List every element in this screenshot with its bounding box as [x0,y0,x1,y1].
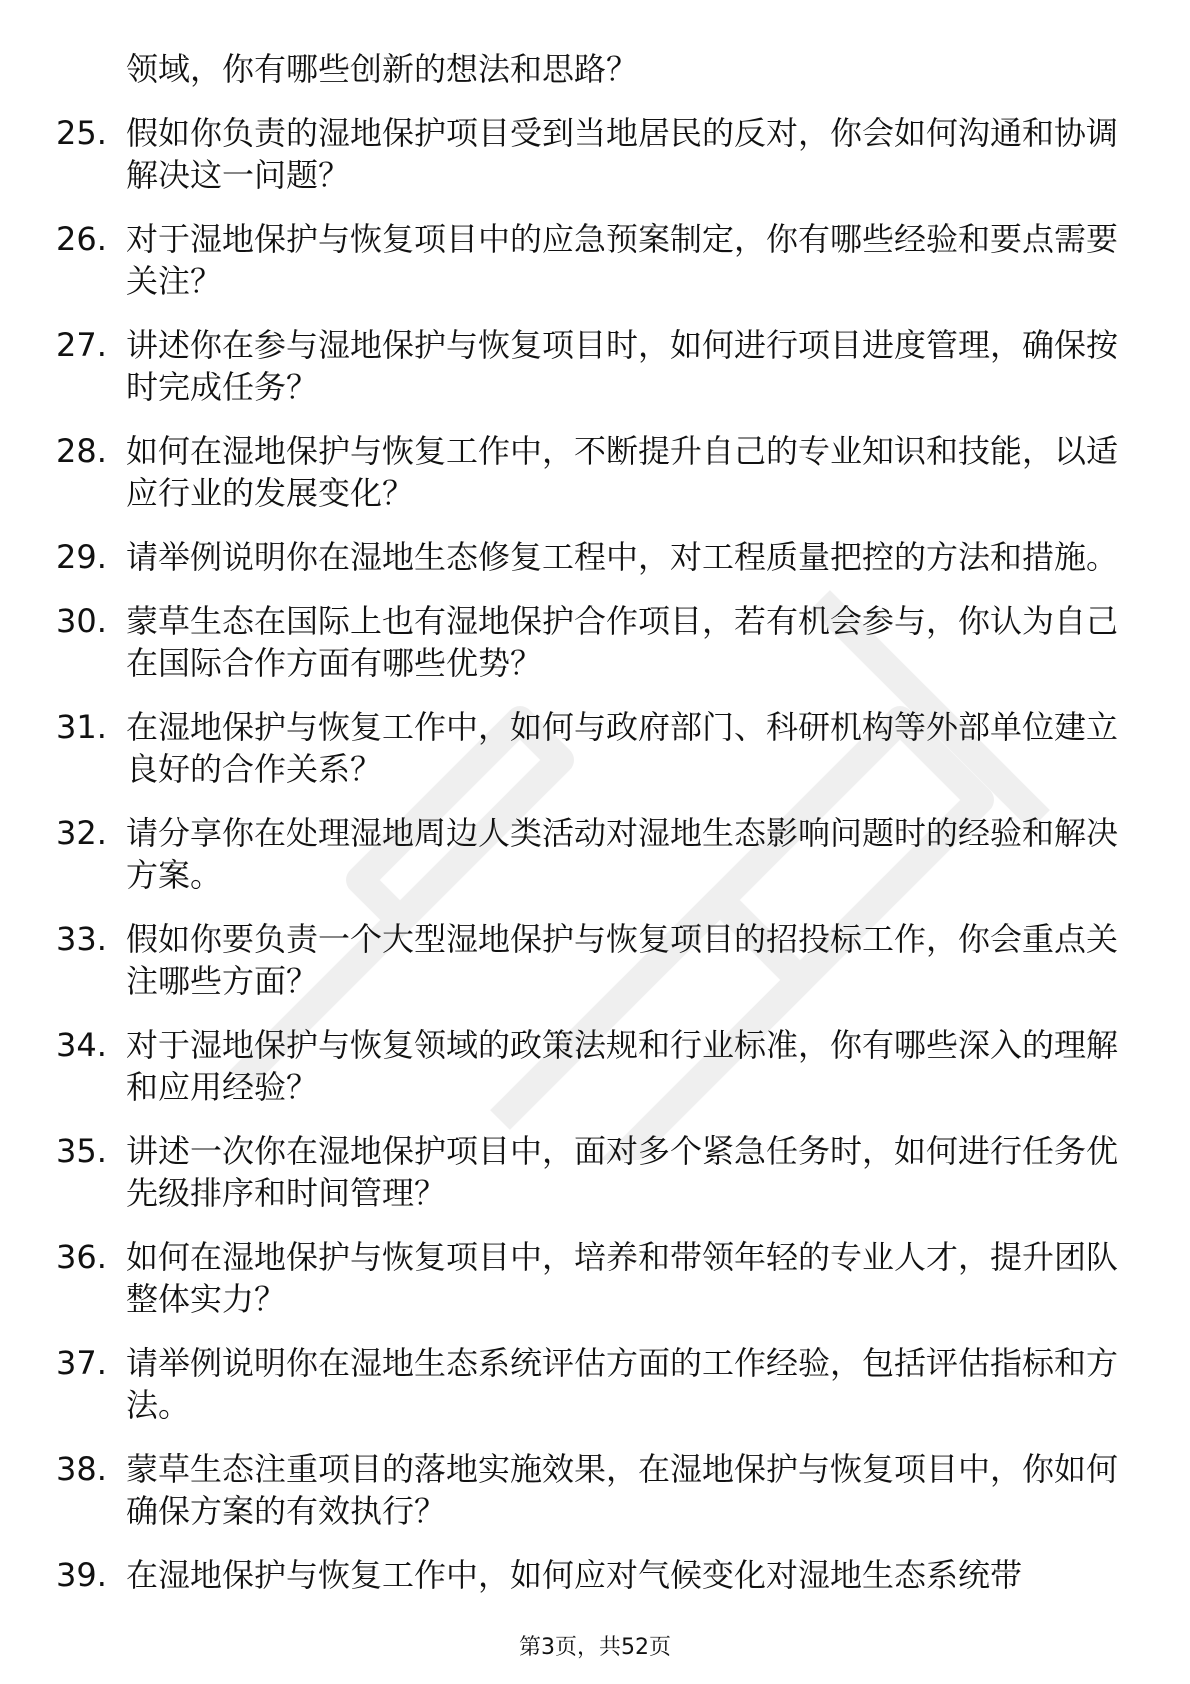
question-item [56,218,1136,302]
question-text: 讲述你在参与湿地保护与恢复项目时，如何进行项目进度管理，确保按时完成任务？ [126,326,1119,406]
question-item [56,1236,1136,1320]
question-text: 请分享你在处理湿地周边人类活动对湿地生态影响问题时的经验和解决方案。 [126,814,1119,894]
question-text: 蒙草生态注重项目的落地实施效果，在湿地保护与恢复项目中，你如何确保方案的有效执行？ [126,1450,1119,1530]
question-item [56,812,1136,896]
question-number: 32. [56,814,107,852]
question-text: 请举例说明你在湿地生态修复工程中，对工程质量把控的方法和措施。 [126,538,1119,576]
question-number: 36. [56,1238,107,1276]
question-item [56,1448,1136,1532]
question-number: 29. [56,538,107,576]
question-text: 假如你要负责一个大型湿地保护与恢复项目的招投标工作，你会重点关注哪些方面？ [126,920,1119,1000]
continuation-text: 领域，你有哪些创新的想法和思路？ [126,50,639,88]
question-item [56,1342,1136,1426]
question-item [56,600,1136,684]
question-text: 在湿地保护与恢复工作中，如何与政府部门、科研机构等外部单位建立良好的合作关系？ [126,708,1119,788]
question-number: 39. [56,1556,107,1594]
question-number: 33. [56,920,107,958]
question-text: 如何在湿地保护与恢复项目中，培养和带领年轻的专业人才，提升团队整体实力？ [126,1238,1119,1318]
question-item [56,1024,1136,1108]
question-number: 25. [56,114,107,152]
question-text: 讲述一次你在湿地保护项目中，面对多个紧急任务时，如何进行任务优先级排序和时间管理？ [126,1132,1119,1212]
question-text: 如何在湿地保护与恢复工作中，不断提升自己的专业知识和技能，以适应行业的发展变化？ [126,432,1119,512]
question-text: 对于湿地保护与恢复项目中的应急预案制定，你有哪些经验和要点需要关注？ [126,220,1119,300]
question-text: 在湿地保护与恢复工作中，如何应对气候变化对湿地生态系统带 [126,1556,1023,1594]
question-number: 37. [56,1344,107,1382]
question-item [56,1554,1136,1596]
question-item [56,112,1136,196]
question-item [56,430,1136,514]
question-text: 蒙草生态在国际上也有湿地保护合作项目，若有机会参与，你认为自己在国际合作方面有哪些优势？ [126,602,1119,682]
question-text: 请举例说明你在湿地生态系统评估方面的工作经验，包括评估指标和方法。 [126,1344,1119,1424]
question-item [56,918,1136,1002]
question-number: 30. [56,602,107,640]
question-item [56,324,1136,408]
question-item [56,1130,1136,1214]
question-number: 35. [56,1132,107,1170]
question-text: 对于湿地保护与恢复领域的政策法规和行业标准，你有哪些深入的理解和应用经验？ [126,1026,1119,1106]
question-number: 31. [56,708,107,746]
question-number: 34. [56,1026,107,1064]
question-item [56,536,1136,578]
question-item [56,706,1136,790]
question-number: 38. [56,1450,107,1488]
question-text: 假如你负责的湿地保护项目受到当地居民的反对，你会如何沟通和协调解决这一问题？ [126,114,1119,194]
question-number: 28. [56,432,107,470]
page-footer: 第3页，共52页 [519,1635,671,1660]
question-number: 27. [56,326,107,364]
question-list [56,48,1136,1618]
question-number: 26. [56,220,107,258]
